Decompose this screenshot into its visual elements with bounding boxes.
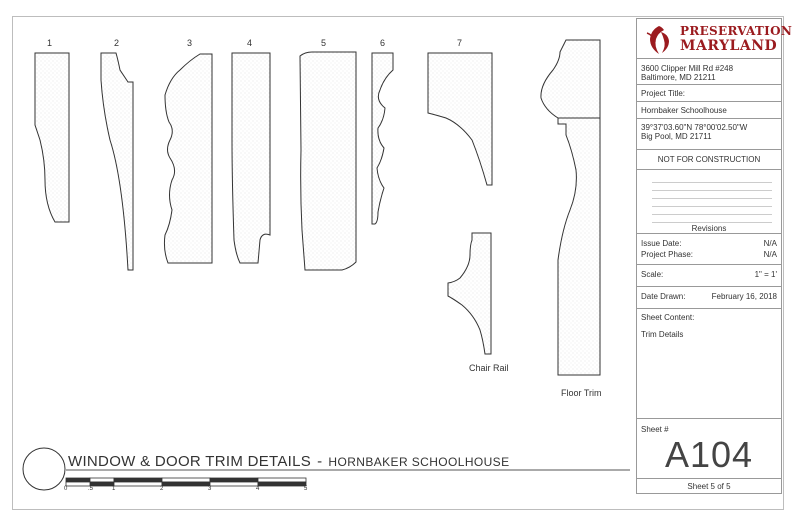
- drawing-title-separator: -: [317, 453, 323, 470]
- profile-6-shape: [372, 53, 393, 224]
- project-title-label-row: [636, 84, 782, 98]
- drawing-title-sub: HORNBAKER SCHOOLHOUSE: [328, 455, 510, 469]
- brand-line-1: PRESERVATION: [680, 24, 793, 38]
- brand-line-2: MARYLAND: [680, 38, 778, 54]
- drawing-title: [68, 453, 510, 470]
- sheet-number: A104: [664, 434, 754, 475]
- floor-trim-caption: Floor Trim: [561, 388, 602, 398]
- sheet-count: Sheet 5 of 5: [687, 482, 731, 491]
- chair-rail-caption: Chair Rail: [469, 363, 509, 373]
- drawing-title-main: WINDOW & DOOR TRIM DETAILS: [68, 453, 312, 470]
- profile-label-6: 6: [380, 38, 386, 48]
- sheet-number-label: Sheet #: [641, 425, 669, 434]
- scale-label: Scale:: [641, 270, 664, 279]
- date-drawn-row: [636, 286, 782, 301]
- scale-tick-4: 4: [256, 486, 260, 492]
- profile-7-shape: [428, 53, 492, 185]
- sheet-content: Trim Details: [641, 330, 684, 339]
- issue-row: [636, 233, 782, 259]
- address-block: [636, 58, 782, 82]
- scale-row: [636, 264, 782, 279]
- profile-label-2: 2: [114, 38, 120, 48]
- project-phase-label: Project Phase:: [641, 250, 694, 259]
- revisions-label: Revisions: [691, 224, 727, 233]
- scale-tick-1: 1: [112, 486, 116, 492]
- profile-1-shape: [35, 53, 69, 222]
- profile-4-shape: [232, 53, 270, 263]
- date-drawn: February 16, 2018: [711, 292, 777, 301]
- address-line-2: Baltimore, MD 21211: [641, 73, 716, 82]
- profile-2-shape: [101, 53, 133, 270]
- scale-tick-0: 0: [64, 486, 68, 492]
- sheet-count-row: [636, 478, 782, 491]
- profile-label-3: 3: [187, 38, 193, 48]
- revisions-row: [636, 169, 782, 233]
- project-title-label: Project Title:: [641, 89, 686, 98]
- profile-label-1: 1: [47, 38, 53, 48]
- scale-value: 1" = 1': [754, 270, 777, 279]
- title-block: [636, 18, 793, 494]
- scale-tick-5: 5: [304, 486, 308, 492]
- project-phase: N/A: [763, 250, 777, 259]
- profile-label-4: 4: [247, 38, 253, 48]
- location-row: [636, 118, 782, 141]
- issue-date-label: Issue Date:: [641, 239, 682, 248]
- profile-label-7: 7: [457, 38, 463, 48]
- profile-5-shape: [300, 52, 356, 270]
- preservation-maryland-logo-icon: [644, 24, 674, 56]
- notice-row: [636, 149, 782, 164]
- floor-trim-shape: [541, 40, 600, 375]
- scale-tick-2: 2: [160, 486, 164, 492]
- scale-tick-half: .5: [88, 486, 94, 492]
- profile-3-shape: [164, 54, 212, 263]
- issue-date: N/A: [763, 239, 777, 248]
- project-title-row: [636, 101, 782, 115]
- scale-tick-3: 3: [208, 486, 212, 492]
- project-title: Hornbaker Schoolhouse: [641, 106, 727, 115]
- coordinates: 39°37'03.60"N 78°00'02.50"W: [641, 123, 748, 132]
- sheet-content-row: [636, 308, 782, 424]
- detail-bubble: [23, 448, 68, 492]
- chair-rail-shape: [448, 233, 491, 354]
- scale-bar: [66, 478, 306, 486]
- construction-notice: NOT FOR CONSTRUCTION: [657, 155, 761, 164]
- address-line-1: 3600 Clipper Mill Rd #248: [641, 64, 734, 73]
- date-drawn-label: Date Drawn:: [641, 292, 686, 301]
- profile-label-5: 5: [321, 38, 327, 48]
- sheet-content-label: Sheet Content:: [641, 313, 695, 322]
- location: Big Pool, MD 21711: [641, 132, 712, 141]
